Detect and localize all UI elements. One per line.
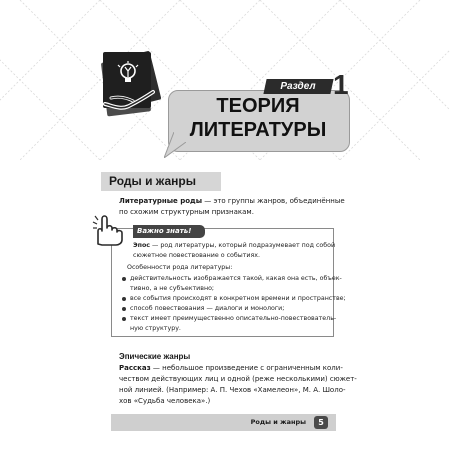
definition-text: — это группы жанров, объединённые	[202, 197, 345, 205]
rasskaz-text: — небольшое произведение с ограниченным коли-	[150, 364, 343, 372]
epos-term: Эпос	[133, 242, 151, 249]
pointing-finger-icon	[92, 214, 126, 246]
epos-text: — род литературы, который подразумевает под собой	[150, 242, 336, 249]
important-label: Важно знать!	[133, 225, 205, 238]
section-title: Роды и жанры	[101, 172, 221, 191]
chapter-title	[168, 94, 348, 142]
bullet-text: все события происходят в конкретном времени и пространстве;	[130, 295, 346, 302]
section-label: Раздел	[280, 81, 316, 92]
epos-line2: сюжетное повествование о событиях.	[133, 252, 261, 259]
definition-line2: по схожим структурным признакам.	[119, 208, 254, 216]
features-title: Особенности рода литературы:	[127, 264, 233, 271]
bullet-text: действительность изображается такой, какая она есть, объек-	[130, 275, 342, 282]
epos-line1	[133, 241, 335, 251]
chapter-header	[0, 0, 450, 162]
bullet-marker	[122, 317, 126, 321]
rasskaz-line4: хов «Судьба человека».)	[119, 397, 211, 405]
bullet-text: способ повествования — диалоги и монологи;	[130, 305, 285, 312]
bullet-marker	[122, 297, 126, 301]
definition-paragraph	[119, 196, 345, 218]
section-number: 1	[333, 69, 349, 100]
bullet-text: текст имеет преимущественно описательно-повествователь-	[130, 315, 337, 322]
hand-icon	[103, 84, 155, 110]
page-number: 5	[314, 416, 328, 429]
chapter-title-line2: ЛИТЕРАТУРЫ	[189, 119, 327, 141]
subsection-title: Эпические жанры	[119, 352, 191, 361]
bullet-text: тивно, а не субъективно;	[130, 285, 215, 292]
rasskaz-line2: чеством действующих лиц и одной (реже несколькими) сюжет-	[119, 375, 357, 383]
chapter-title-line1: ТЕОРИЯ	[216, 95, 300, 117]
important-box	[111, 228, 346, 337]
rasskaz-line3: ной линией. (Например: А. П. Чехов «Хамелеон», М. А. Шоло-	[119, 386, 346, 394]
bullet-marker	[122, 277, 126, 281]
bullet-text: ную структуру.	[130, 325, 181, 332]
bullet-marker	[122, 307, 126, 311]
rasskaz-term: Рассказ	[119, 364, 151, 372]
definition-term: Литературные роды	[119, 197, 203, 205]
footer-chapter: Роды и жанры	[250, 418, 306, 426]
rasskaz-paragraph	[119, 363, 357, 407]
